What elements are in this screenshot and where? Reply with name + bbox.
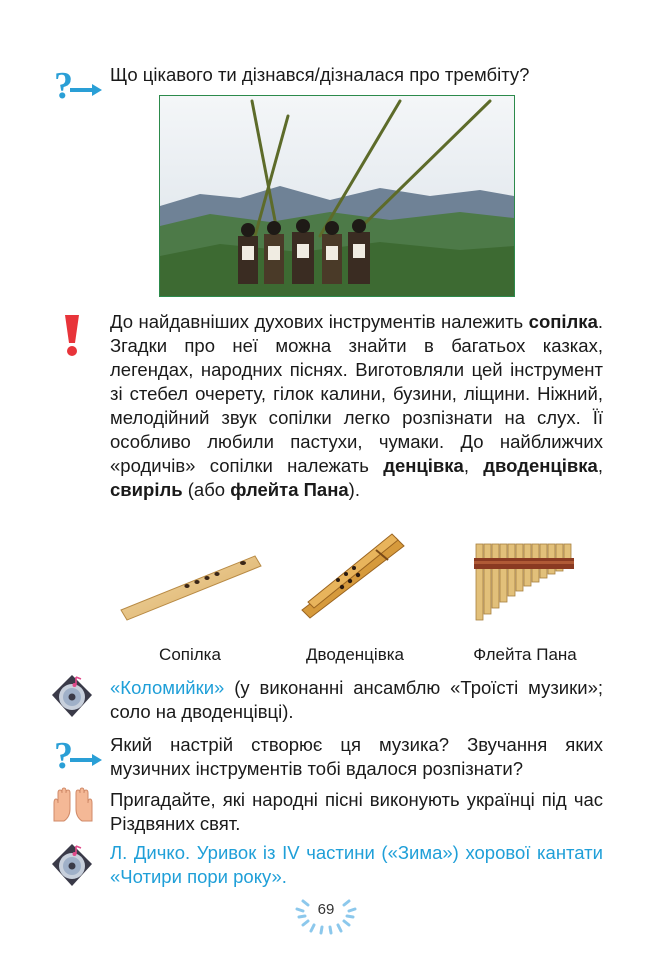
hands-icon [50, 787, 96, 823]
question-trembita: Що цікавого ти дізнався/дізналася про трембіту? [110, 64, 530, 85]
question-arrow-icon: ? [52, 70, 100, 106]
task-christmas-songs: Пригадайте, які народні пісні виконують українці під час Різдвяних свят. [110, 789, 603, 834]
listen-kolomyiky-title: «Коломийки» [110, 677, 225, 698]
question-mood: Який настрій створює ця музика? Звучання яких музичних інструментів тобі вдалося розпізнати? [110, 734, 603, 779]
pan-flute-image [474, 536, 574, 622]
trembita-photo [159, 95, 515, 297]
caption-sopilka: Сопілка [159, 645, 221, 664]
caption-dvodentsivka: Дводенцівка [305, 645, 404, 664]
listen-dychko: Л. Дичко. Уривок із IV частини («Зима») хорової кантати «Чотири пори року». [110, 842, 603, 887]
question-arrow-icon: ? [52, 740, 100, 776]
sopilka-image [115, 548, 265, 623]
music-disc-icon [50, 842, 94, 888]
page-number: 69 [317, 901, 335, 918]
caption-pan-flute: Флейта Пана [473, 645, 577, 664]
main-paragraph: До найдавніших духових інструментів належить сопілка. Згадки про неї можна знайти в багатьох казках, легендах, народних піснях. Виготовляли цей інструмент зі стебел очерету, гілок калини, бузини, ліщини. Ніжний, мелодійний звук сопілки легко розпізнати на слух. Її особливо любили пастухи, чумаки. До найближчих «родичів» сопілки належать денцівка, дводенцівка, свиріль (або флейта Пана). [110, 311, 604, 500]
music-disc-icon [50, 673, 94, 719]
dvodentsivka-image [296, 532, 411, 622]
listen-kolomyiky: «Коломийки» (у виконанні ансамблю «Троїсті музики»; соло на дводенцівці). [110, 677, 603, 722]
exclamation-icon [62, 313, 82, 359]
